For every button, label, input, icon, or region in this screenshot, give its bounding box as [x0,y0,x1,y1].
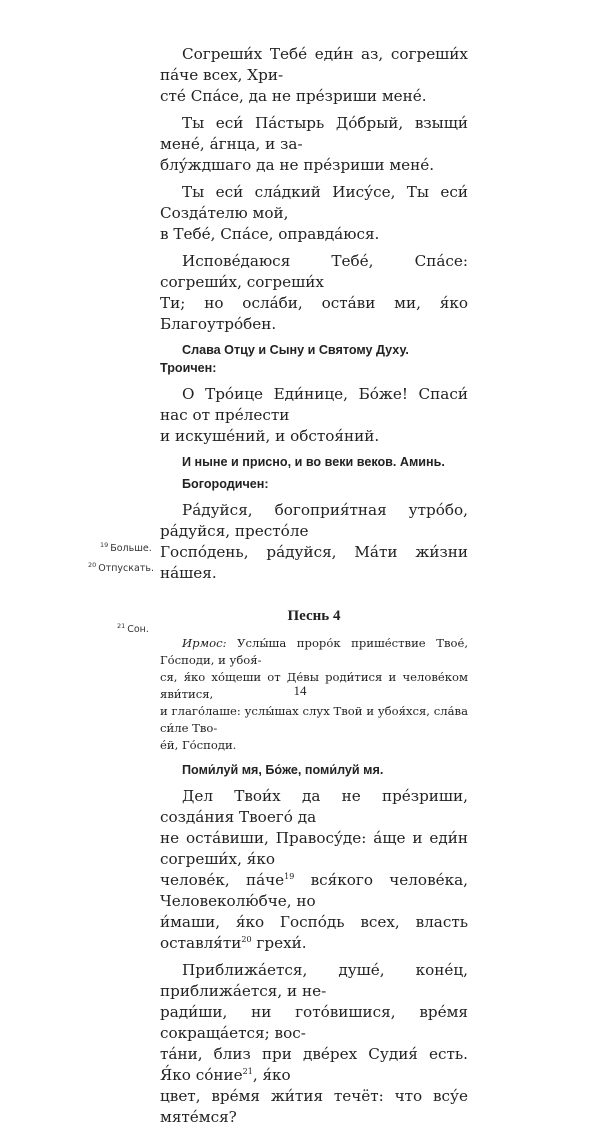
footnote-number: 21 [117,621,126,630]
text-line: блу́ждшаго да не пре́зриши мене́. [160,156,435,174]
text-column [160,44,468,1134]
text-line: не оста́виши, Правосу́де: а́ще и еди́н согреши́х, я́ко [160,829,468,868]
song-title: Песнь 4 [287,608,341,624]
text-run: та́ни, близ при две́рех Судия́ есть. Я́ко со́ние [160,1045,468,1084]
footnote-21 [117,621,149,635]
text-line: ради́ши, ни гото́вишися, вре́мя сокраща́ется; вос- [160,1003,468,1042]
text-line: в Тебе́, Спа́се, оправда́юся. [160,225,380,243]
text-line: Ты еси́ сла́дкий Иису́се, Ты еси́ Созда́телю мой, [160,183,468,222]
text-line: Ти; но осла́би, оста́ви ми, я́ко Благоутро́бен. [160,294,468,333]
footnote-text: Отпускать. [98,563,154,574]
verse-4 [160,251,468,335]
verse-6 [160,960,468,1128]
text-run: челове́к, па́че [160,871,285,889]
text-line [160,1044,468,1086]
footnote-ref[interactable]: 21 [242,1066,253,1076]
text-line: Приближа́ется, душе́, коне́ц, приближа́ется, и не- [160,961,468,1000]
nyne-heading: И ныне и присно, и во веки веков. Аминь. [182,455,445,469]
text-line: Ра́дуйся, богоприя́тная утро́бо, ра́дуйся, престо́ле [160,501,468,540]
text-line: цвет, вре́мя жи́тия течёт: что всу́е мяте́мся? [160,1087,468,1126]
text-run: , я́ко [252,1066,291,1084]
text-line: Согреши́х Тебе́ еди́н аз, согреши́х па́че всех, Хри- [160,45,468,84]
pomilui-heading: Поми́луй мя, Бо́же, поми́луй мя. [182,763,384,777]
text-line: О Тро́ице Еди́нице, Бо́же! Спаси́ нас от пре́лести [160,385,468,424]
footnote-19 [100,540,152,554]
text-line: сте́ Спа́се, да не пре́зриши мене́. [160,87,427,105]
footnote-ref[interactable]: 20 [241,934,252,944]
footnote-text: Сон. [127,624,149,635]
text-line: Дел Твои́х да не пре́зриши, созда́ния Твоего́ да [160,787,468,826]
footnote-text: Больше. [110,543,152,554]
irmos-label: Ирмос: [182,636,227,650]
verse-theotokion [160,500,468,584]
footnote-ref[interactable]: 19 [284,871,295,881]
text-run: вся́кого челове́ка, Человеколю́бче, но [160,871,468,910]
text-line: Испове́даюся Тебе́, Спа́се: согреши́х, согреши́х [160,252,468,291]
text-line: е́й, Го́споди. [160,738,237,752]
irmos-text: Услы́ша проро́к прише́ствие Твое́, Го́споди, и убоя́- [160,636,469,667]
verse-3 [160,182,468,245]
text-line: Ты еси́ Па́стырь До́брый, взыщи́ мене́, а́гнца, и за- [160,114,468,153]
page-number: 14 [293,683,307,698]
footnote-number: 19 [100,540,109,549]
text-line [160,870,468,912]
slava-heading: Слава Отцу и Сыну и Святому Духу. Троичен: [160,343,409,375]
verse-trinity [160,384,468,447]
footnote-number: 20 [88,560,97,569]
verse-2 [160,113,468,176]
text-line [160,635,468,669]
text-line: Госпо́день, ра́дуйся, Ма́ти жи́зни на́шея. [160,543,468,582]
verse-1 [160,44,468,107]
text-line: ся, я́ко хо́щеши от Де́вы роди́тися и челове́ком яви́тися, [160,670,468,701]
footnote-20 [88,560,154,574]
text-line: и искуше́ний, и обстоя́ний. [160,427,380,445]
verse-5 [160,786,468,954]
text-run: грехи́. [251,934,307,952]
text-line [160,912,468,954]
text-line: и глаго́лаше: услы́шах слух Твой и убоя́хся, сла́ва си́ле Тво- [160,704,468,735]
text-run: и́маши, я́ко Госпо́дь всех, власть оставля́ти [160,913,468,952]
bogorodichen-heading: Богородичен: [182,477,269,491]
